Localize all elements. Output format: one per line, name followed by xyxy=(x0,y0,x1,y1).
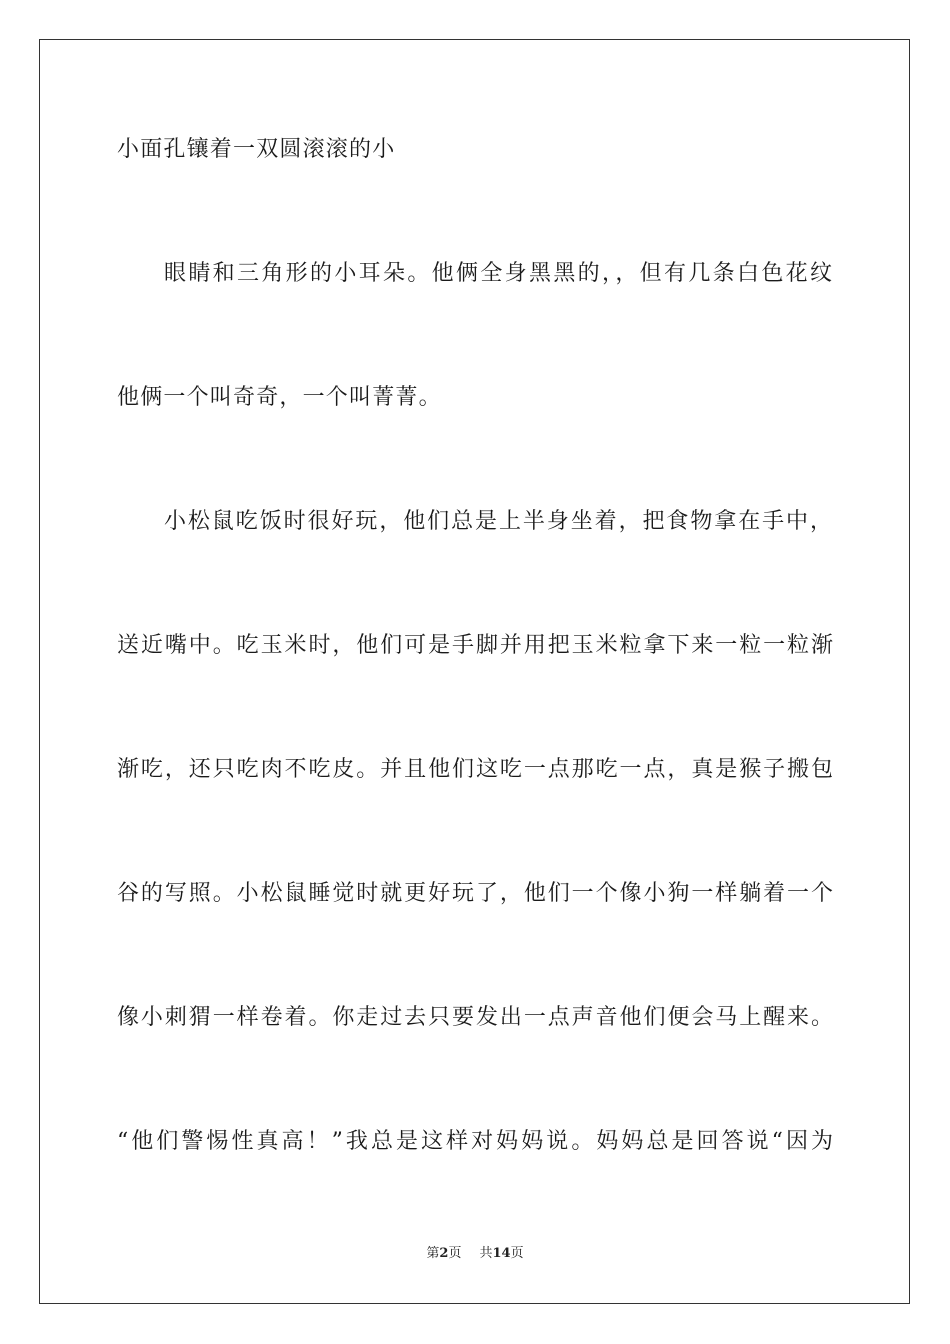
footer-total-suffix: 页 xyxy=(510,1246,524,1261)
text-line-2: 眼睛和三角形的小耳朵。他俩全身黑黑的，，但有几条白色花纹 xyxy=(164,261,832,286)
page-footer xyxy=(0,1242,950,1261)
footer-page-prefix: 第 xyxy=(426,1246,440,1261)
text-line-6: 渐吃，还只吃肉不吃皮。并且他们这吃一点那吃一点，真是猴子搬包 xyxy=(117,757,833,782)
footer-page-suffix: 页 xyxy=(448,1246,462,1261)
text-line-4: 小松鼠吃饭时很好玩，他们总是上半身坐着，把食物拿在手中， xyxy=(164,509,832,534)
text-line-9: “他们警惕性真高！”我总是这样对妈妈说。妈妈总是回答说“因为 xyxy=(117,1129,833,1154)
text-line-7: 谷的写照。小松鼠睡觉时就更好玩了，他们一个像小狗一样躺着一个 xyxy=(117,881,833,906)
text-line-3: 他俩一个叫奇奇，一个叫菁菁。 xyxy=(117,385,442,410)
footer-page-total: 14 xyxy=(492,1246,511,1261)
footer-total-prefix: 共 xyxy=(479,1246,493,1261)
text-line-1: 小面孔镶着一双圆滚滚的小 xyxy=(117,137,396,162)
footer-page-current: 2 xyxy=(439,1246,449,1261)
text-line-8: 像小刺猬一样卷着。你走过去只要发出一点声音他们便会马上醒来。 xyxy=(117,1005,833,1030)
text-line-5: 送近嘴中。吃玉米时，他们可是手脚并用把玉米粒拿下来一粒一粒渐 xyxy=(117,633,833,658)
page-border xyxy=(39,39,910,1304)
